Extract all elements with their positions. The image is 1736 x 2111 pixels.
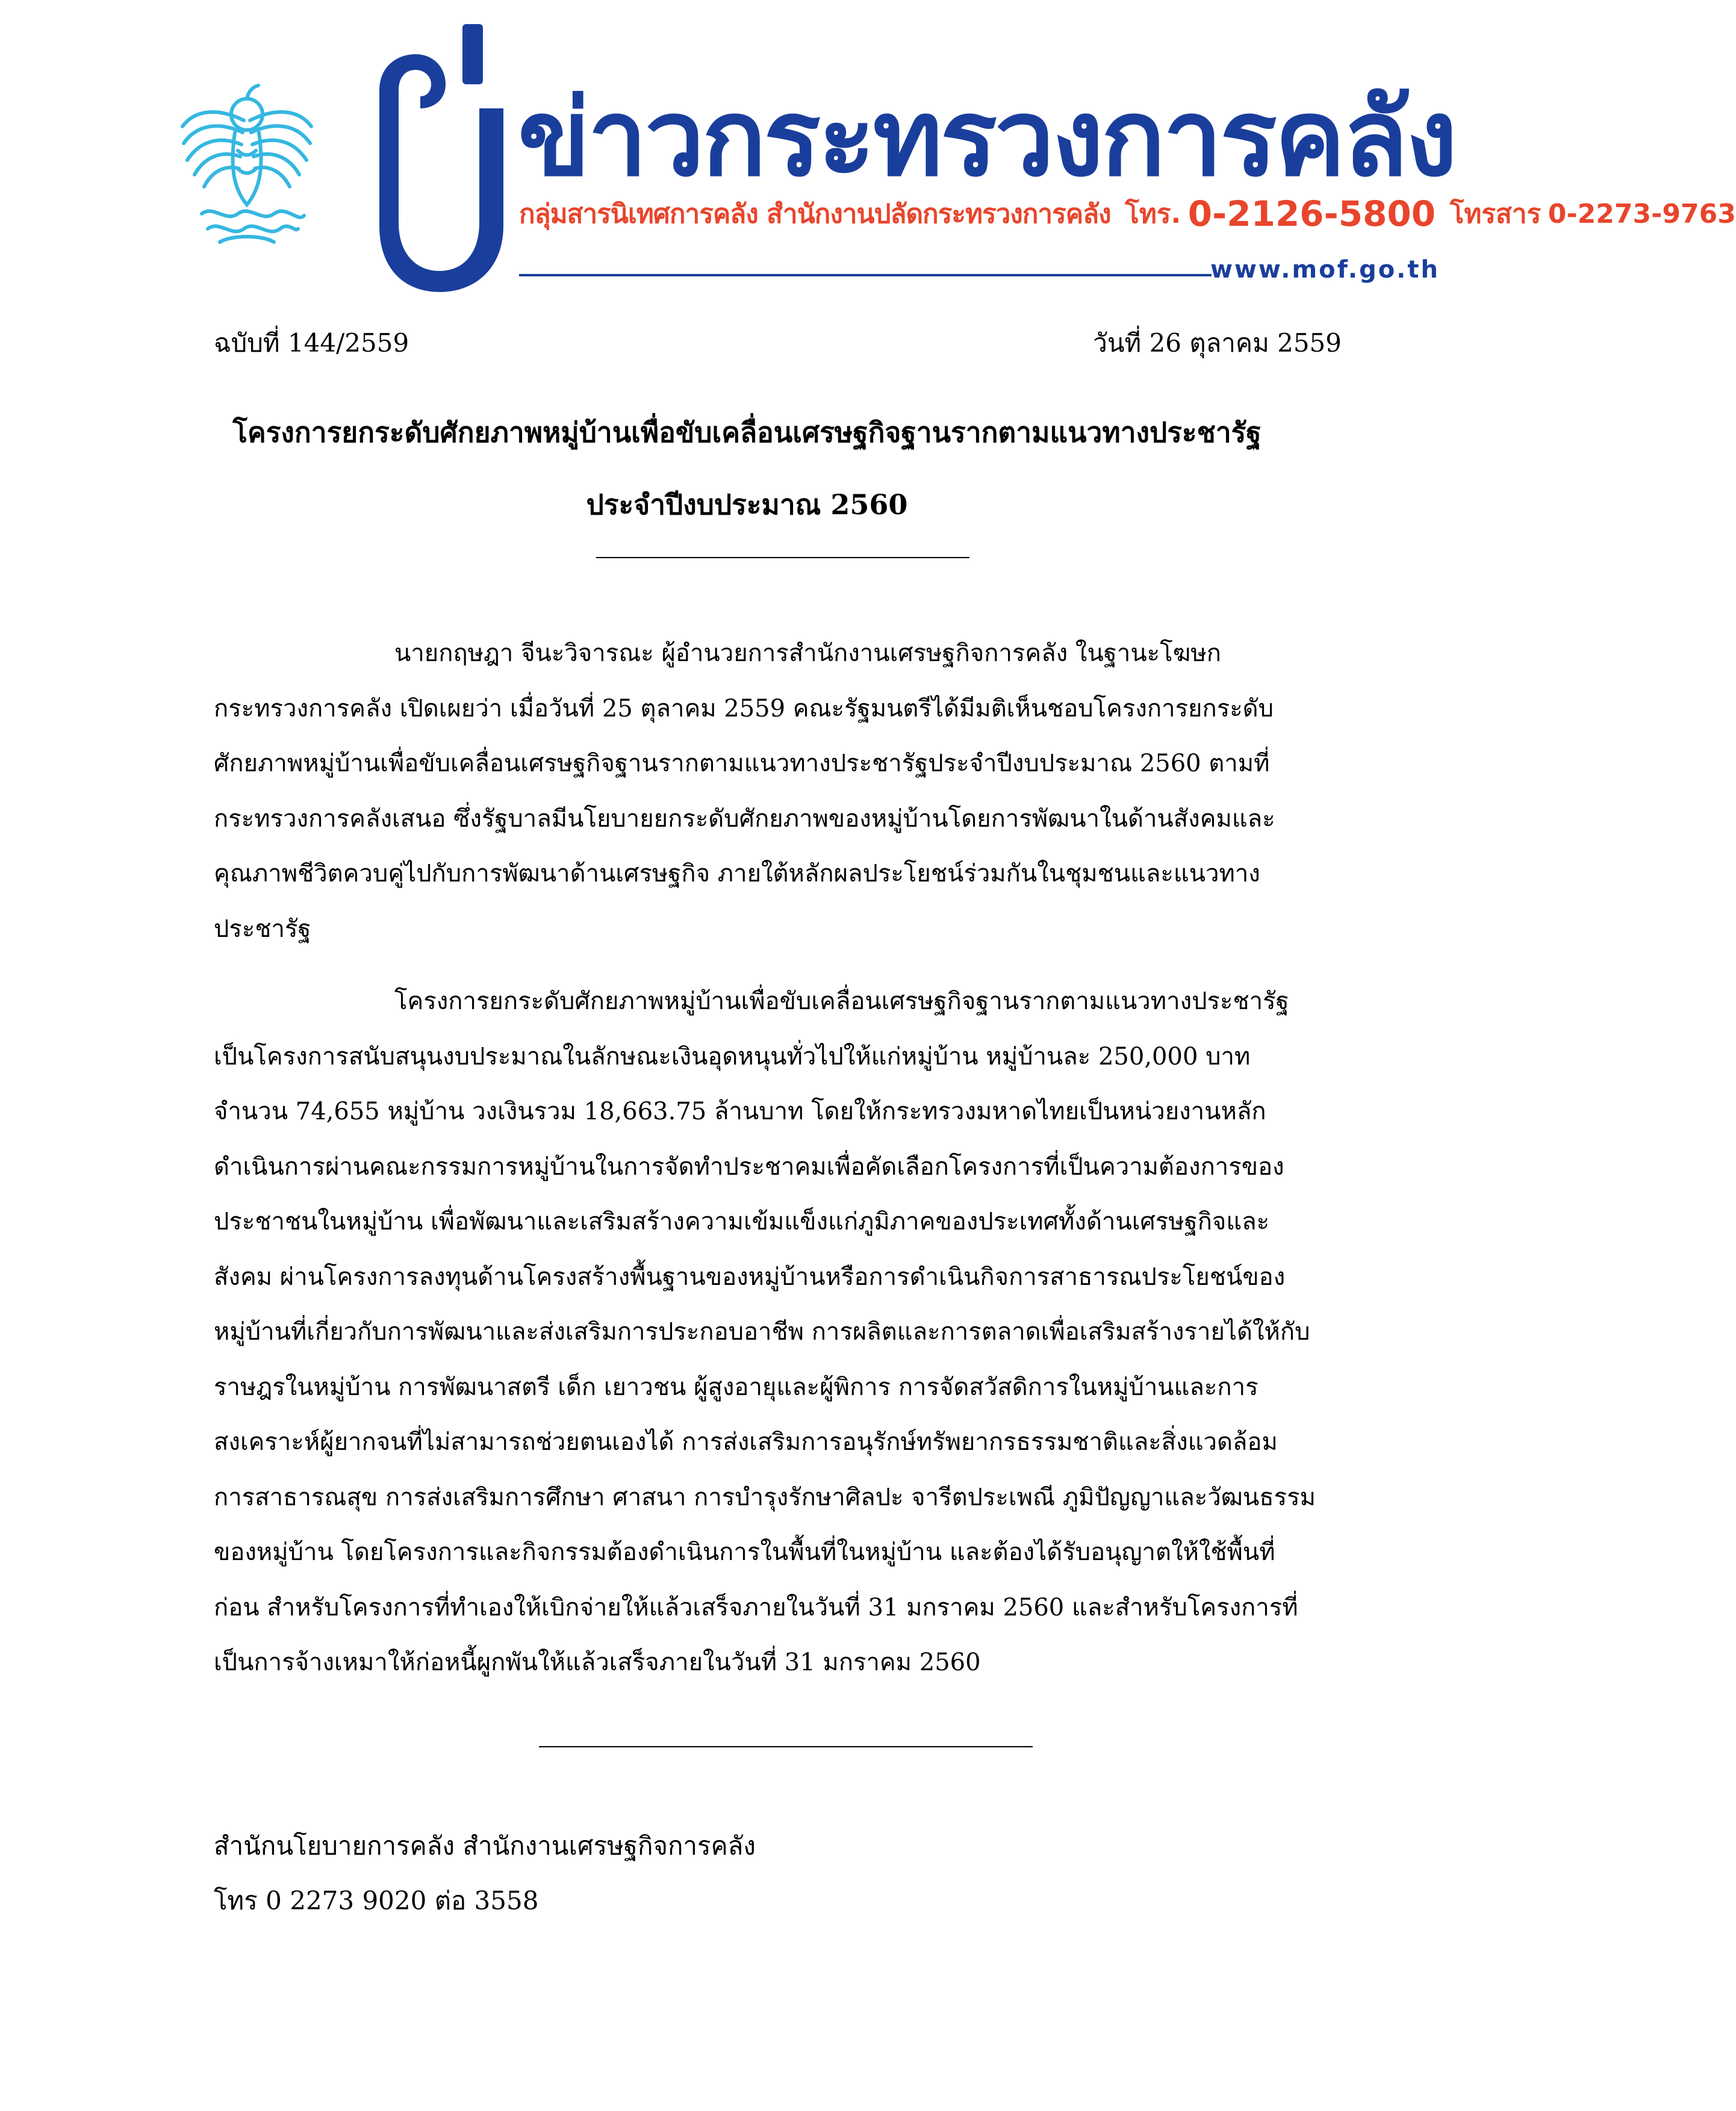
issue-number: ฉบับที่ 144/2559 [214, 328, 409, 358]
paragraph-line: นายกฤษฎา จีนะวิจารณะ ผู้อำนวยการสำนักงานเศรษฐกิจการคลัง ในฐานะโฆษก [394, 639, 1221, 667]
footer-phone: โทร 0 2273 9020 ต่อ 3558 [214, 1886, 539, 1915]
paragraph-line: สงเคราะห์ผู้ยากจนที่ไม่สามารถช่วยตนเองได้ การส่งเสริมการอนุรักษ์ทรัพยากรธรรมชาติและสิ่งแวดล้อม [214, 1428, 1278, 1456]
title-divider [596, 557, 969, 558]
letterhead [0, 0, 1736, 301]
paragraph-line: จำนวน 74,655 หมู่บ้าน วงเงินรวม 18,663.75 ล้านบาท โดยให้กระทรวงมหาดไทยเป็นหน่วยงานหลัก [214, 1098, 1266, 1125]
website-link[interactable]: www.mof.go.th [1210, 256, 1440, 284]
fax-number: 0-2273-9763 [1548, 198, 1736, 229]
paragraph-line: การสาธารณสุข การส่งเสริมการศึกษา ศาสนา การบำรุงรักษาศิลปะ จารีตประเพณี ภูมิปัญญาและวัฒนธรรม [214, 1483, 1316, 1511]
department-name: กลุ่มสารนิเทศการคลัง สำนักงานปลัดกระทรวงการคลัง [519, 199, 1111, 229]
paragraph-line: คุณภาพชีวิตควบคู่ไปกับการพัฒนาด้านเศรษฐกิจ ภายใต้หลักผลประโยชน์ร่วมกันในชุมชนและแนวทาง [214, 860, 1260, 888]
contact-footer [214, 1818, 756, 1928]
title-line: ประจำปีงบประมาณ 2560 [586, 488, 908, 521]
garuda-emblem-icon [178, 84, 316, 247]
paragraph-line: กระทรวงการคลัง เปิดเผยว่า เมื่อวันที่ 25 ตุลาคม 2559 คณะรัฐมนตรีได้มีมติเห็นชอบโครงการยกระดับ [214, 694, 1274, 723]
phone-number: 0-2126-5800 [1187, 193, 1436, 234]
end-divider [539, 1746, 1033, 1747]
title-line: โครงการยกระดับศักยภาพหมู่บ้านเพื่อขับเคลื่อนเศรษฐกิจฐานรากตามแนวทางประชารัฐ [232, 416, 1262, 449]
phone-label: โทร. [1125, 199, 1181, 229]
footer-office: สำนักนโยบายการคลัง สำนักงานเศรษฐกิจการคลัง [214, 1831, 756, 1861]
body-paragraph-2 [214, 974, 1355, 1691]
paragraph-line: เป็นการจ้างเหมาให้ก่อหนี้ผูกพันให้แล้วเสร็จภายในวันที่ 31 มกราคม 2560 [214, 1649, 981, 1676]
paragraph-line: โครงการยกระดับศักยภาพหมู่บ้านเพื่อขับเคลื่อนเศรษฐกิจฐานรากตามแนวทางประชารัฐ [394, 987, 1289, 1015]
document-title [120, 396, 1374, 541]
paragraph-line: ดำเนินการผ่านคณะกรรมการหมู่บ้านในการจัดทำประชาคมเพื่อคัดเลือกโครงการที่เป็นความต้องการของ [214, 1152, 1284, 1181]
paragraph-line: ก่อน สำหรับโครงการที่ทำเองให้เบิกจ่ายให้แล้วเสร็จภายในวันที่ 31 มกราคม 2560 และสำหรับโครงการที่ [214, 1593, 1298, 1621]
paragraph-line: ศักยภาพหมู่บ้านเพื่อขับเคลื่อนเศรษฐกิจฐานรากตามแนวทางประชารัฐประจำปีงบประมาณ 2560 ตามที่ [214, 750, 1270, 777]
paragraph-line: สังคม ผ่านโครงการลงทุนด้านโครงสร้างพื้นฐานของหมู่บ้านหรือการดำเนินกิจการสาธารณประโยชน์ของ [214, 1263, 1286, 1291]
contact-line [519, 193, 1736, 247]
paragraph-line: เป็นโครงการสนับสนุนงบประมาณในลักษณะเงินอุดหนุนทั่วไปให้แก่หมู่บ้าน หมู่บ้านละ 250,000 บาท [214, 1042, 1251, 1071]
masthead-initial-glyph [361, 24, 512, 295]
issue-date: วันที่ 26 ตุลาคม 2559 [1093, 328, 1342, 358]
website-rule [519, 274, 1212, 276]
paragraph-line: ประชาชนในหมู่บ้าน เพื่อพัฒนาและเสริมสร้างความเข้มแข็งแก่ภูมิภาคของประเทศทั้งด้านเศรษฐกิจและ [214, 1208, 1270, 1236]
paragraph-line: ราษฎรในหมู่บ้าน การพัฒนาสตรี เด็ก เยาวชน ผู้สูงอายุและผู้พิการ การจัดสวัสดิการในหมู่บ้านและการ [214, 1373, 1258, 1401]
paragraph-line: ของหมู่บ้าน โดยโครงการและกิจกรรมต้องดำเนินการในพื้นที่ในหมู่บ้าน และต้องได้รับอนุญาตให้ใช้พื้นที่ [214, 1538, 1275, 1566]
paragraph-line: หมู่บ้านที่เกี่ยวกับการพัฒนาและส่งเสริมการประกอบอาชีพ การผลิตและการตลาดเพื่อเสริมสร้างรายได้ให้กับ [214, 1318, 1310, 1346]
paragraph-line: ประชารัฐ [214, 915, 311, 943]
fax-label: โทรสาร [1449, 199, 1542, 229]
paragraph-line: กระทรวงการคลังเสนอ ซึ่งรัฐบาลมีนโยบายยกระดับศักยภาพของหมู่บ้านโดยการพัฒนาในด้านสังคมและ [214, 804, 1275, 833]
masthead-title: ข่าวกระทรวงการคลัง [518, 76, 1455, 200]
body-paragraph-1 [214, 626, 1355, 957]
